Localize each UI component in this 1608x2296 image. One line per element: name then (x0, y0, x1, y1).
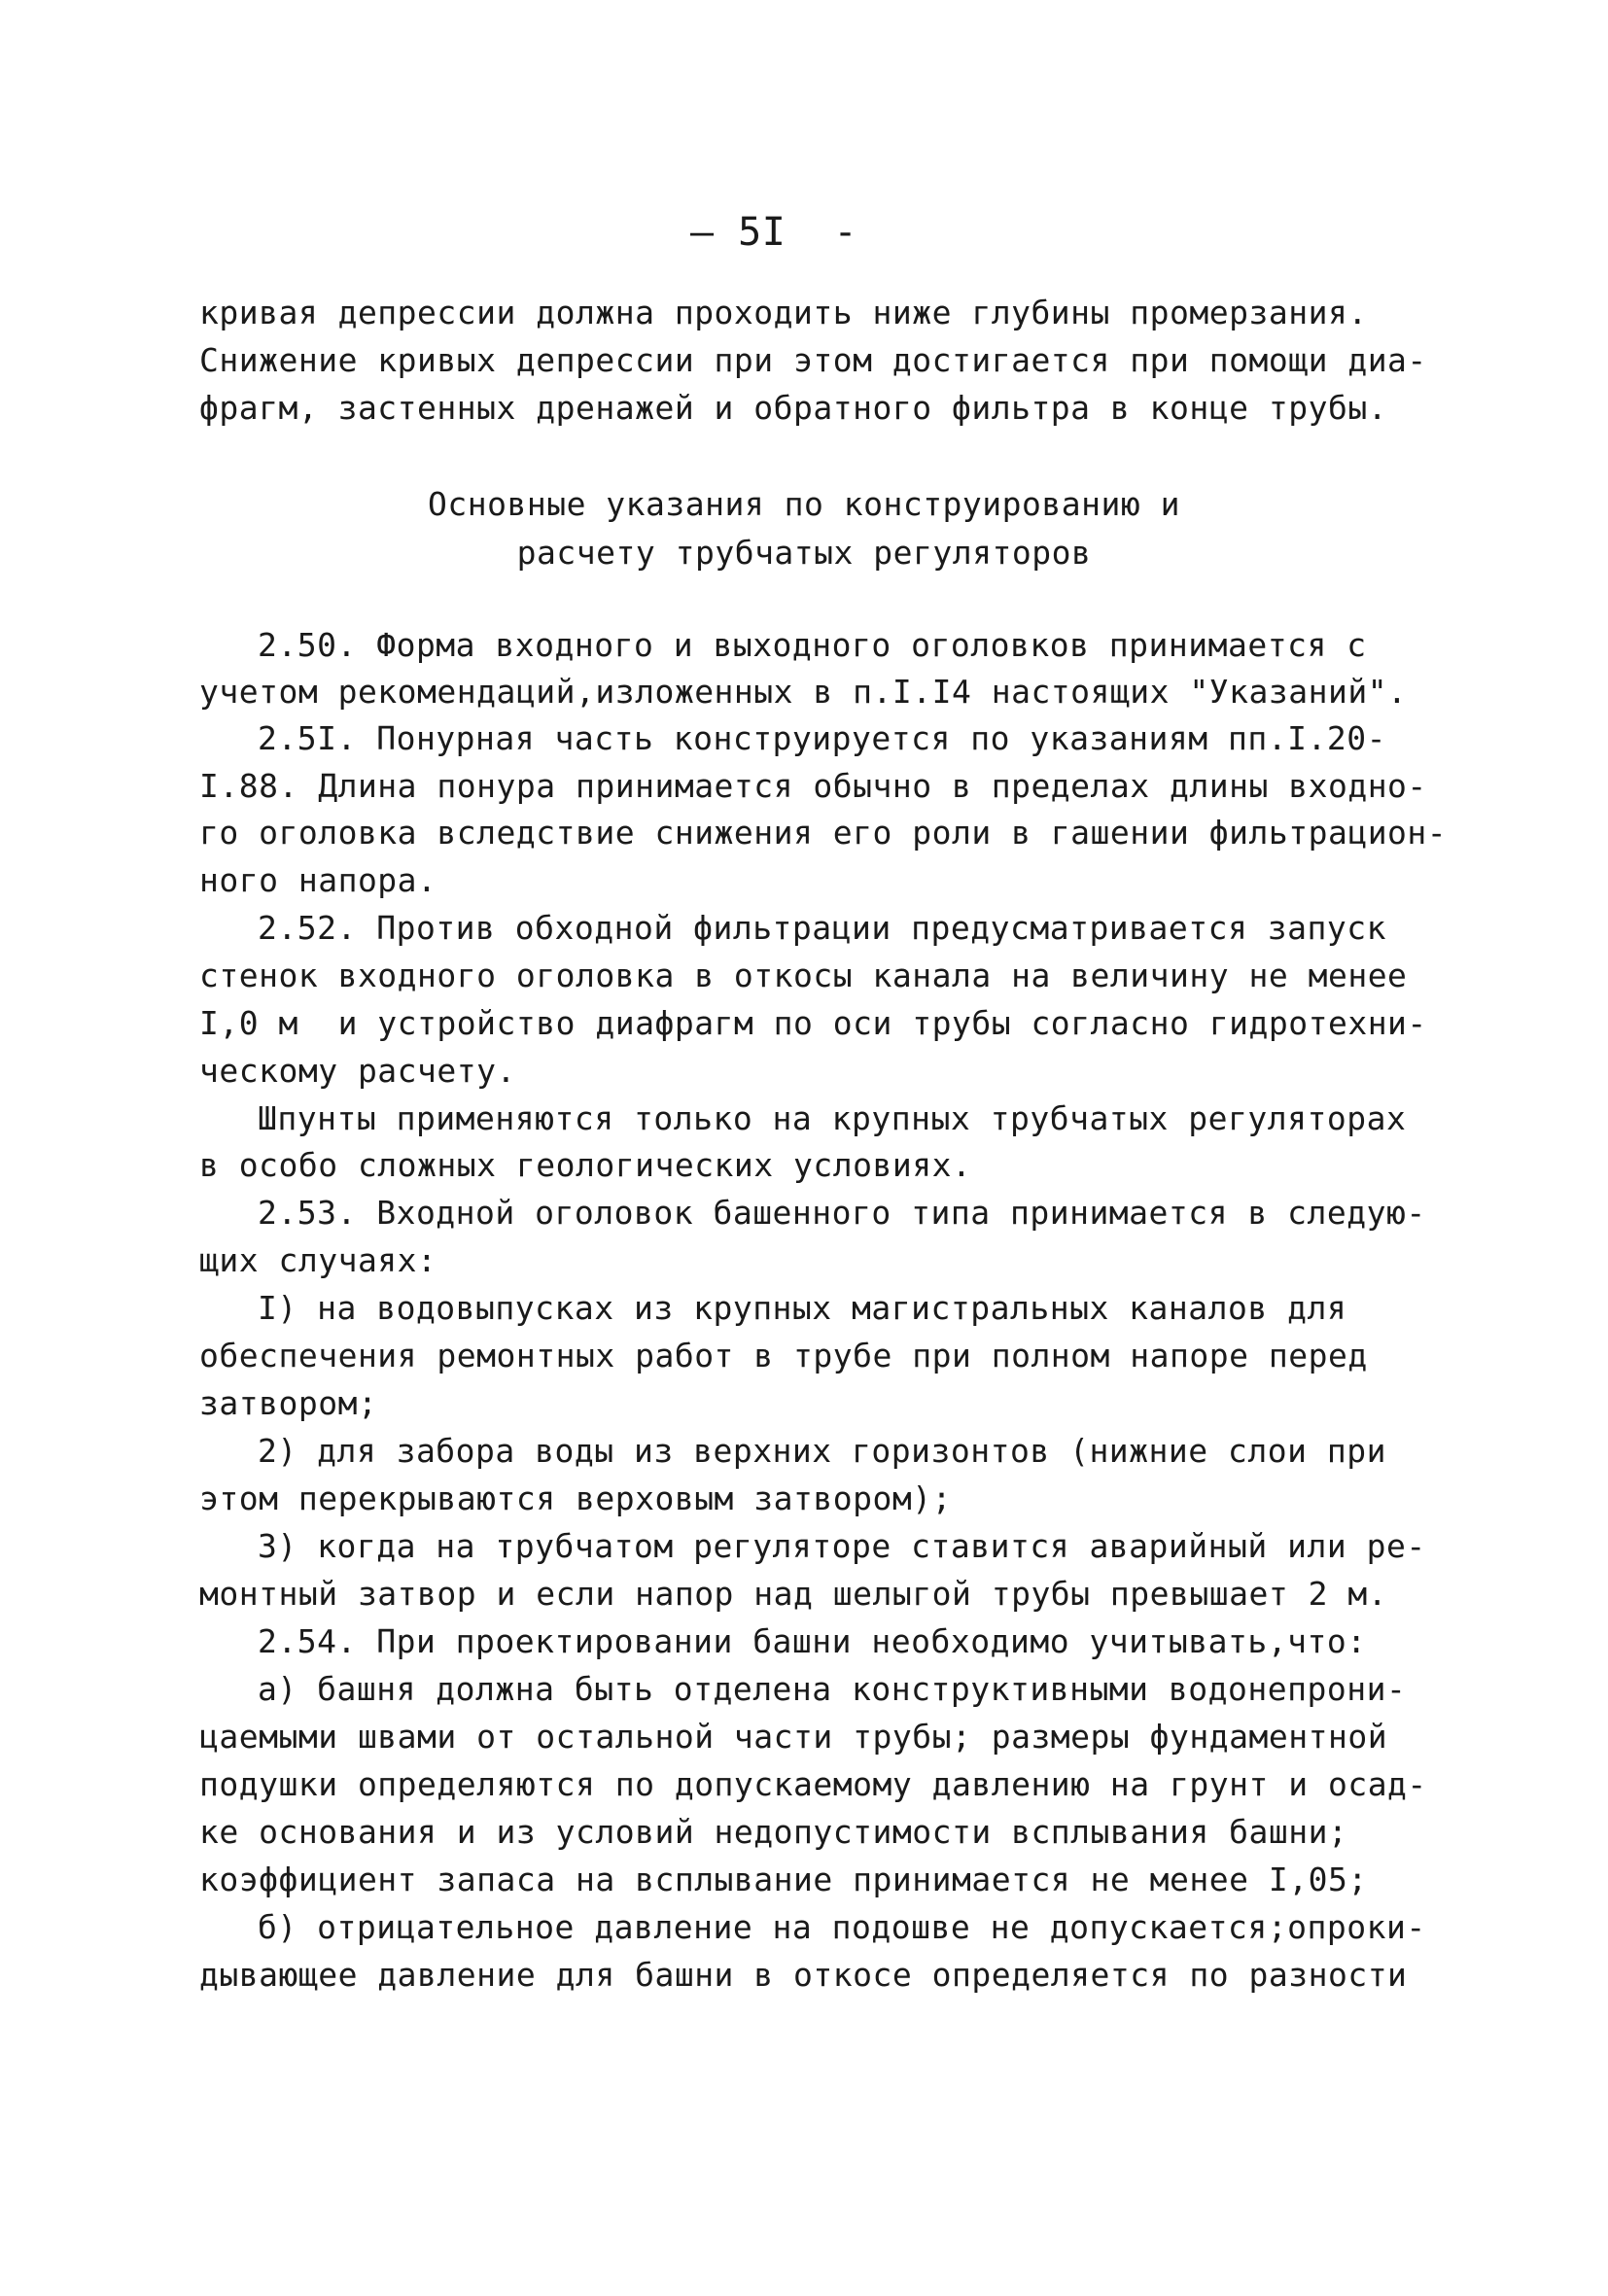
intro-line: фрагм, застенных дренажей и обратного фильтра в конце трубы. (199, 389, 1388, 427)
paragraph-line: стенок входного оголовка в откосы канала на величину не менее (199, 957, 1408, 994)
paragraph-line: цаемыми швами от остальной части трубы; размеры фундаментной (199, 1718, 1388, 1756)
paragraph-line: монтный затвор и если напор над шелыгой трубы превышает 2 м. (199, 1575, 1388, 1613)
paragraph-line: ного напора. (199, 861, 437, 899)
intro-line: кривая депрессии должна проходить ниже глубины промерзания. (199, 294, 1368, 331)
section-heading-line: расчету трубчатых регуляторов (516, 534, 1092, 572)
paragraph-line: а) башня должна быть отделена конструктивными водонепрони- (258, 1670, 1407, 1708)
paragraph-line: обеспечения ремонтных работ в трубе при полном напоре перед (199, 1337, 1368, 1374)
paragraph-line: 2.50. Форма входного и выходного оголовков принимается с (258, 626, 1367, 664)
paragraph-line: дывающее давление для башни в откосе определяется по разности (199, 1956, 1408, 1994)
paragraph-line: I.88. Длина понура принимается обычно в пределах длины входно- (199, 767, 1427, 805)
page-number: — 5I - (690, 210, 858, 255)
paragraph-line: 2) для забора воды из верхних горизонтов (нижние слои при (258, 1432, 1386, 1470)
paragraph-line: ческому расчету. (199, 1052, 516, 1090)
paragraph-line: Шпунты применяются только на крупных трубчатых регуляторах (258, 1099, 1407, 1137)
section-heading-line: Основные указания по конструированию и (428, 485, 1180, 523)
paragraph-line: 2.5I. Понурная часть конструируется по указаниям пп.I.20- (258, 719, 1386, 757)
paragraph-line: 2.52. Против обходной фильтрации предусматривается запуск (258, 909, 1386, 947)
paragraph-line: щих случаях: (199, 1241, 437, 1279)
paragraph-line: ке основания и из условий недопустимости всплывания башни; (199, 1813, 1348, 1851)
paragraph-line: б) отрицательное давление на подошве не допускается;опроки- (258, 1908, 1426, 1946)
paragraph-line: учетом рекомендаций,изложенных в п.I.I4 настоящих "Указаний". (199, 673, 1408, 711)
paragraph-line: этом перекрываются верховым затвором); (199, 1479, 952, 1517)
paragraph-line: 2.54. При проектировании башни необходимо учитывать,что: (258, 1622, 1367, 1660)
paragraph-line: коэффициент запаса на всплывание принимается не менее I,05; (199, 1861, 1368, 1898)
paragraph-line: подушки определяются по допускаемому давлению на грунт и осад- (199, 1765, 1427, 1803)
paragraph-line: в особо сложных геологических условиях. (199, 1146, 972, 1184)
paragraph-line: 2.53. Входной оголовок башенного типа принимается в следую- (258, 1194, 1426, 1232)
intro-line: Снижение кривых депрессии при этом достигается при помощи диа- (199, 341, 1427, 379)
paragraph-line: затвором; (199, 1384, 378, 1422)
paragraph-line: 3) когда на трубчатом регуляторе ставится аварийный или ре- (258, 1527, 1426, 1565)
paragraph-line: I,0 м и устройство диафрагм по оси трубы согласно гидротехни- (199, 1004, 1427, 1042)
paragraph-line: I) на водовыпусках из крупных магистральных каналов для (258, 1289, 1347, 1327)
paragraph-line: го оголовка вследствие снижения его роли в гашении фильтрацион- (199, 814, 1448, 852)
